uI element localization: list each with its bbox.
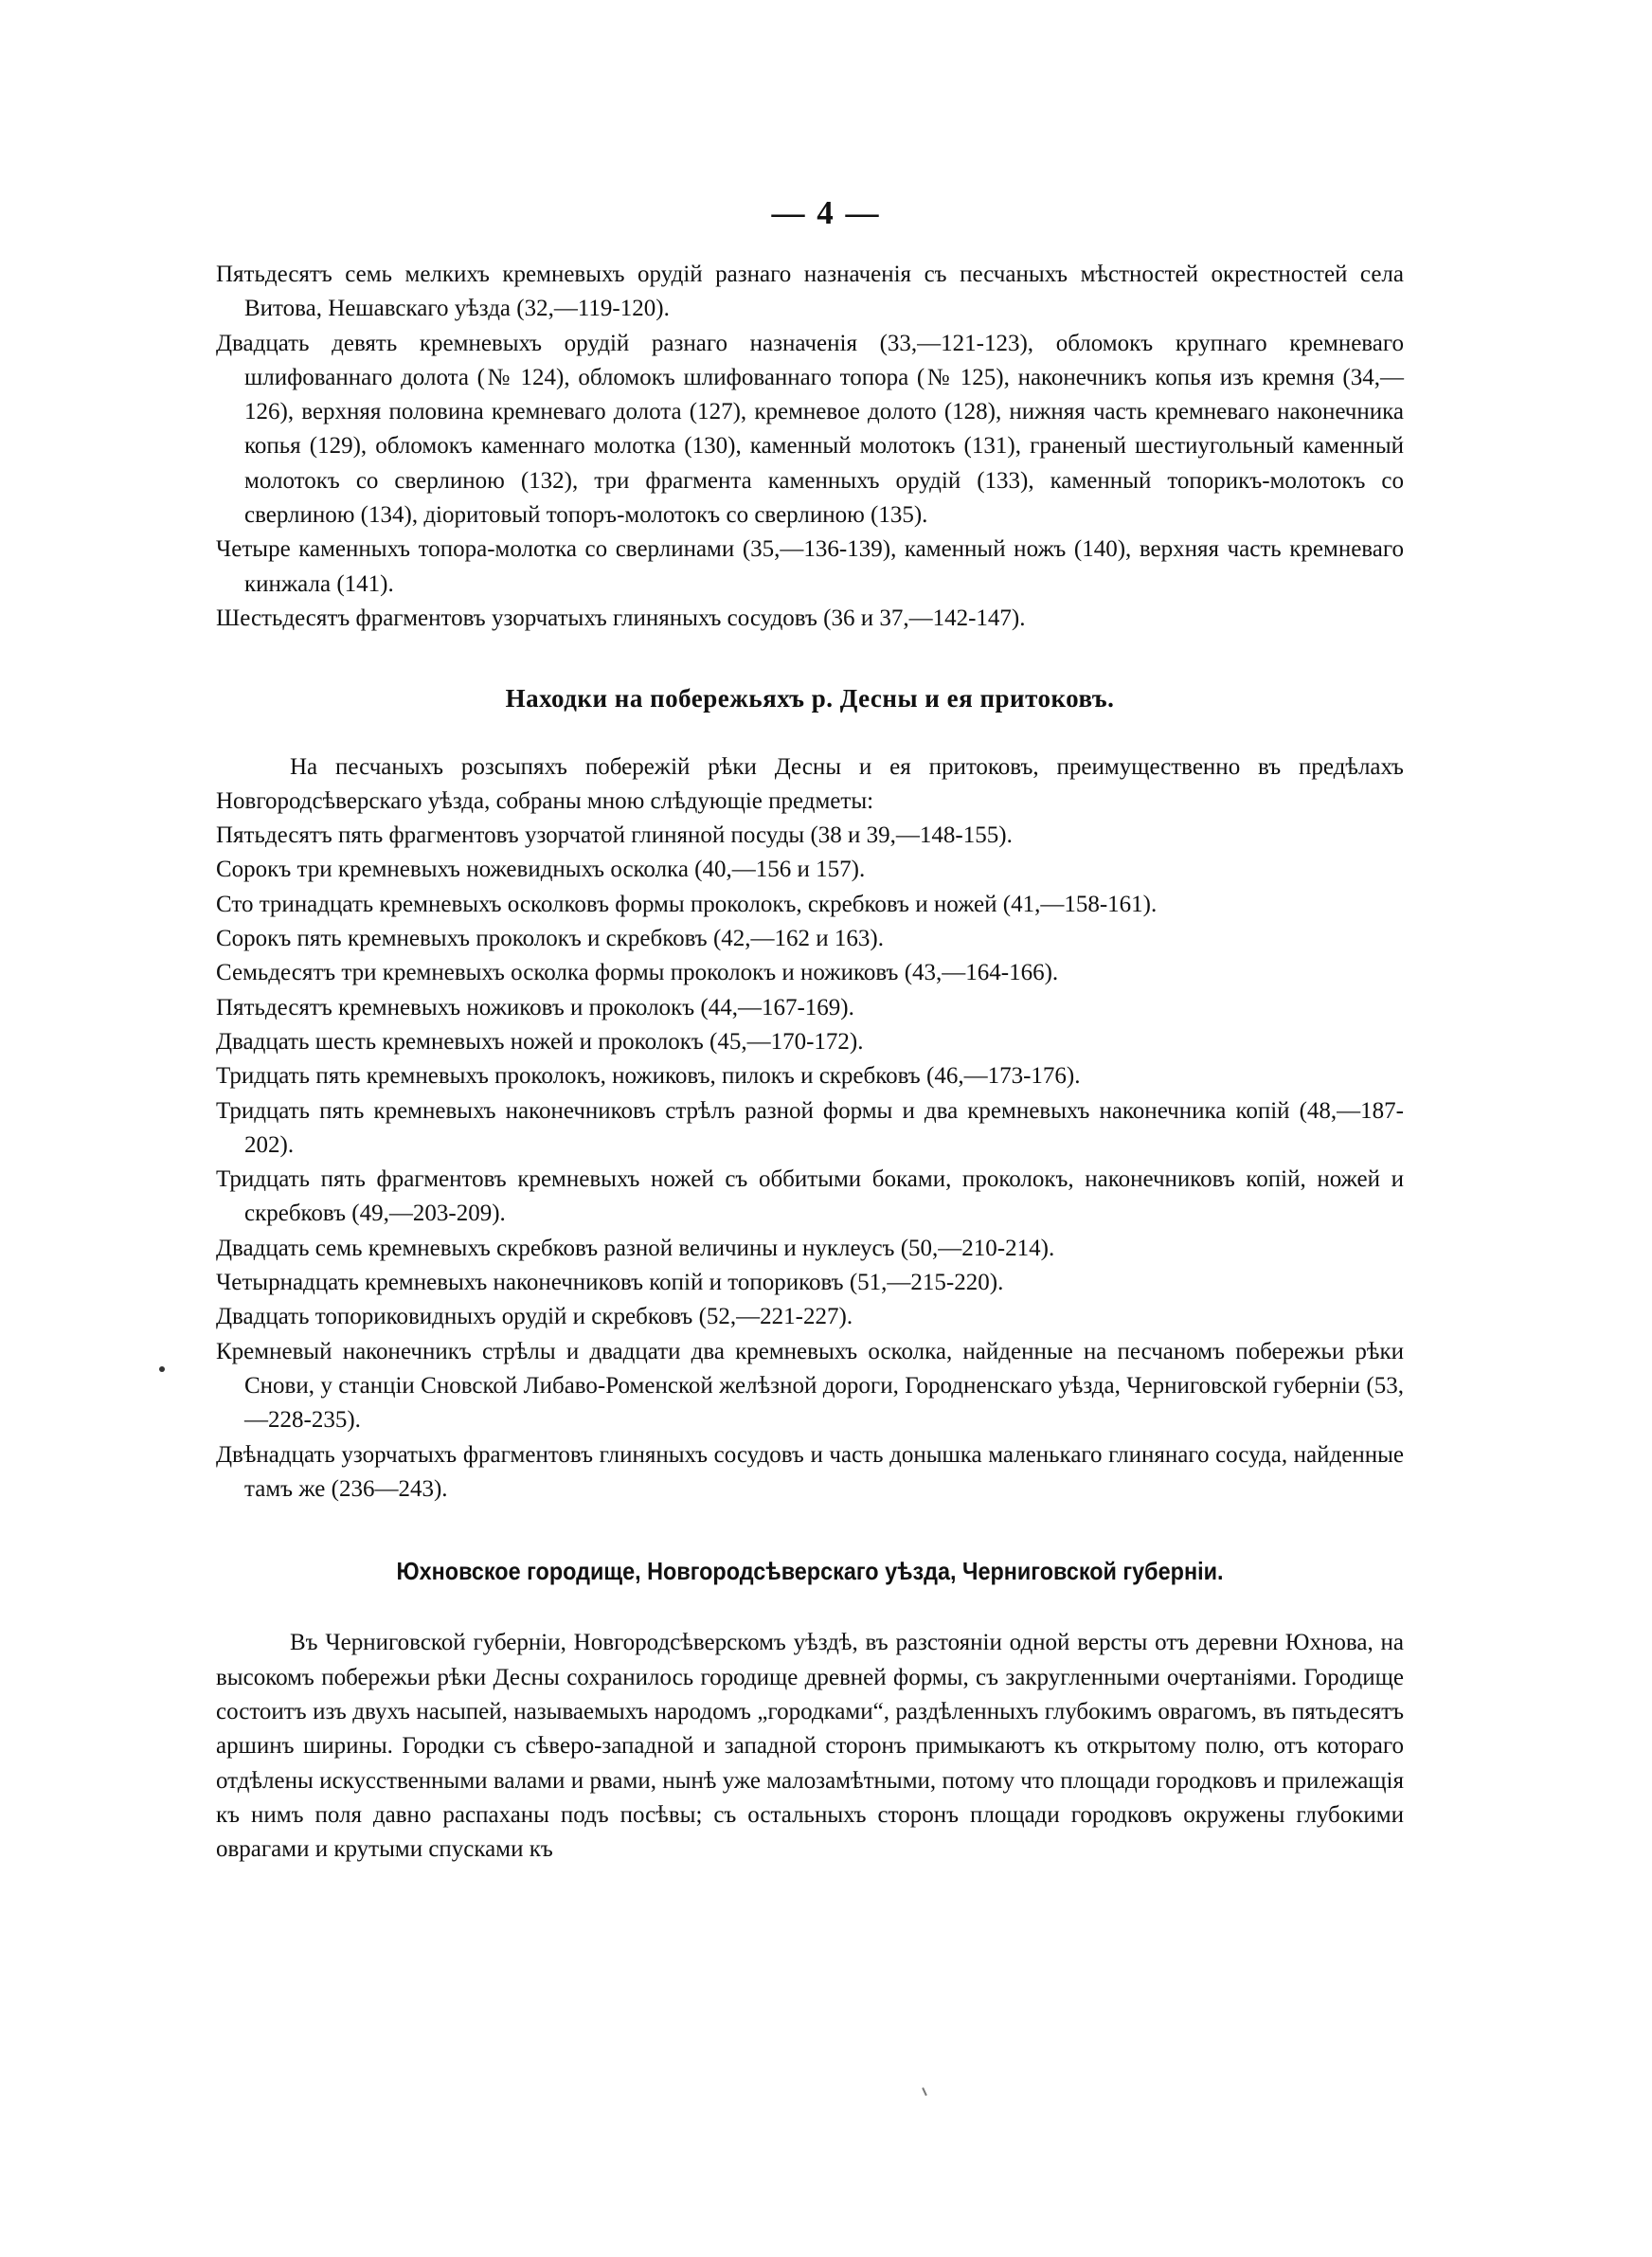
list-item: Семьдесятъ три кремневыхъ осколка формы проколокъ и ножиковъ (43,—164-166). — [216, 960, 1059, 986]
page-content — [216, 258, 1404, 1867]
list-item: Двадцать шесть кремневыхъ ножей и проколокъ (45,—170-172). — [216, 1028, 864, 1055]
list-item: Четырнадцать кремневыхъ наконечниковъ копій и топориковъ (51,—215-220). — [216, 1270, 1004, 1296]
list-item: Кремневый наконечникъ стрѣлы и двадцати два кремневыхъ осколка, найденные на песчаномъ побережьи рѣки Снови, у станціи Сновской Либаво-Роменской желѣзной дороги, Городненскаго уѣзда, Черниговской губерніи (53,—228-235). — [216, 1338, 1404, 1434]
margin-mark — [159, 1366, 165, 1372]
list-item: Четыре каменныхъ топора-молотка со сверлинами (35,—136-139), каменный ножъ (140), верхняя часть кремневаго кинжала (141). — [216, 536, 1404, 597]
list-item: Сорокъ пять кремневыхъ проколокъ и скребковъ (42,—162 и 163). — [216, 926, 884, 952]
page-number: — 4 — — [771, 194, 881, 231]
artifact-list-vitovo — [216, 258, 1404, 636]
artifact-list-desna — [216, 819, 1404, 1507]
paper-speck — [922, 2087, 927, 2096]
list-item: Шестьдесятъ фрагментовъ узорчатыхъ глиняныхъ сосудовъ (36 и 37,—142-147). — [216, 605, 1026, 631]
list-item: Сорокъ три кремневыхъ ножевидныхъ осколка (40,—156 и 157). — [216, 857, 866, 883]
list-item: Двадцать семь кремневыхъ скребковъ разной величины и нуклеусъ (50,—210-214). — [216, 1235, 1055, 1261]
list-item: Двадцать девять кремневыхъ орудій разнаго назначенія (33,—121-123), обломокъ крупнаго кремневаго шлифованнаго долота (№ 124), обломокъ шлифованнаго топора (№ 125), наконечникъ копья изъ кремня (34,—126), верхняя половина кремневаго долота (127), кремневое долото (128), нижняя часть кремневаго наконечника копья (129), обломокъ каменнаго молотка (130), каменный молотокъ (131), граненый шестиугольный каменный молотокъ со сверлиною (132), три фрагмента каменныхъ орудій (133), каменный топорикъ-молотокъ со сверлиною (134), діоритовый топоръ-молотокъ со сверлиною (135). — [216, 330, 1404, 529]
list-item: Пятьдесятъ семь мелкихъ кремневыхъ орудій разнаго назначенія съ песчаныхъ мѣстностей окрестностей села Витова, Нешавскаго уѣзда (32,—119-120). — [216, 262, 1404, 322]
list-item: Двадцать топориковидныхъ орудій и скребковъ (52,—221-227). — [216, 1304, 853, 1330]
list-item: Сто тринадцать кремневыхъ осколковъ формы проколокъ, скребковъ и ножей (41,—158-161). — [216, 891, 1158, 917]
section-intro-paragraph: На песчаныхъ розсыпяхъ побережій рѣки Десны и ея притоковъ, преимущественно въ предѣлахъ Новгородсѣверскаго уѣзда, собраны мною слѣдующіе предметы: — [216, 753, 1404, 814]
list-item: Пятьдесятъ пять фрагментовъ узорчатой глиняной посуды (38 и 39,—148-155). — [216, 822, 1013, 849]
list-item: Тридцать пять фрагментовъ кремневыхъ ножей съ оббитыми боками, проколокъ, наконечниковъ копій, ножей и скребковъ (49,—203-209). — [216, 1166, 1404, 1227]
body-paragraph-yukhnov: Въ Черниговской губерніи, Новгородсѣверскомъ уѣздѣ, въ разстояніи одной версты отъ деревни Юхнова, на высокомъ побережьи рѣки Десны сохранилось городище древней формы, съ закругленными очертаніями. Городище состоитъ изъ двухъ насыпей, называемыхъ народомъ „городками“, раздѣленныхъ глубокимъ оврагомъ, въ пятьдесятъ аршинъ ширины. Городки съ сѣверо-западной и западной сторонъ примыкаютъ къ открытому полю, отъ котораго отдѣлены искусственными валами и рвами, нынѣ уже малозамѣтными, потому что площади городковъ и прилежащія къ нимъ поля давно распаханы подъ посѣвы; съ остальныхъ сторонъ площади городковъ окружены глубокими оврагами и крутыми спусками къ — [216, 1630, 1404, 1863]
list-item: Тридцать пять кремневыхъ проколокъ, ножиковъ, пилокъ и скребковъ (46,—173-176). — [216, 1063, 1081, 1090]
list-item: Тридцать пять кремневыхъ наконечниковъ стрѣлъ разной формы и два кремневыхъ наконечника копій (48,—187-202). — [216, 1097, 1404, 1158]
section-heading-desna: Находки на побережьяхъ р. Десны и ея притоковъ. — [505, 684, 1115, 713]
list-item: Двѣнадцать узорчатыхъ фрагментовъ глиняныхъ сосудовъ и часть донышка маленькаго глинянаго сосуда, найденные тамъ же (236—243). — [216, 1441, 1404, 1502]
section-heading-yukhnov: Юхновское городище, Новгородсѣверскаго уѣзда, Черниговской губерніи. — [396, 1557, 1224, 1586]
list-item: Пятьдесятъ кремневыхъ ножиковъ и проколокъ (44,—167-169). — [216, 994, 854, 1020]
